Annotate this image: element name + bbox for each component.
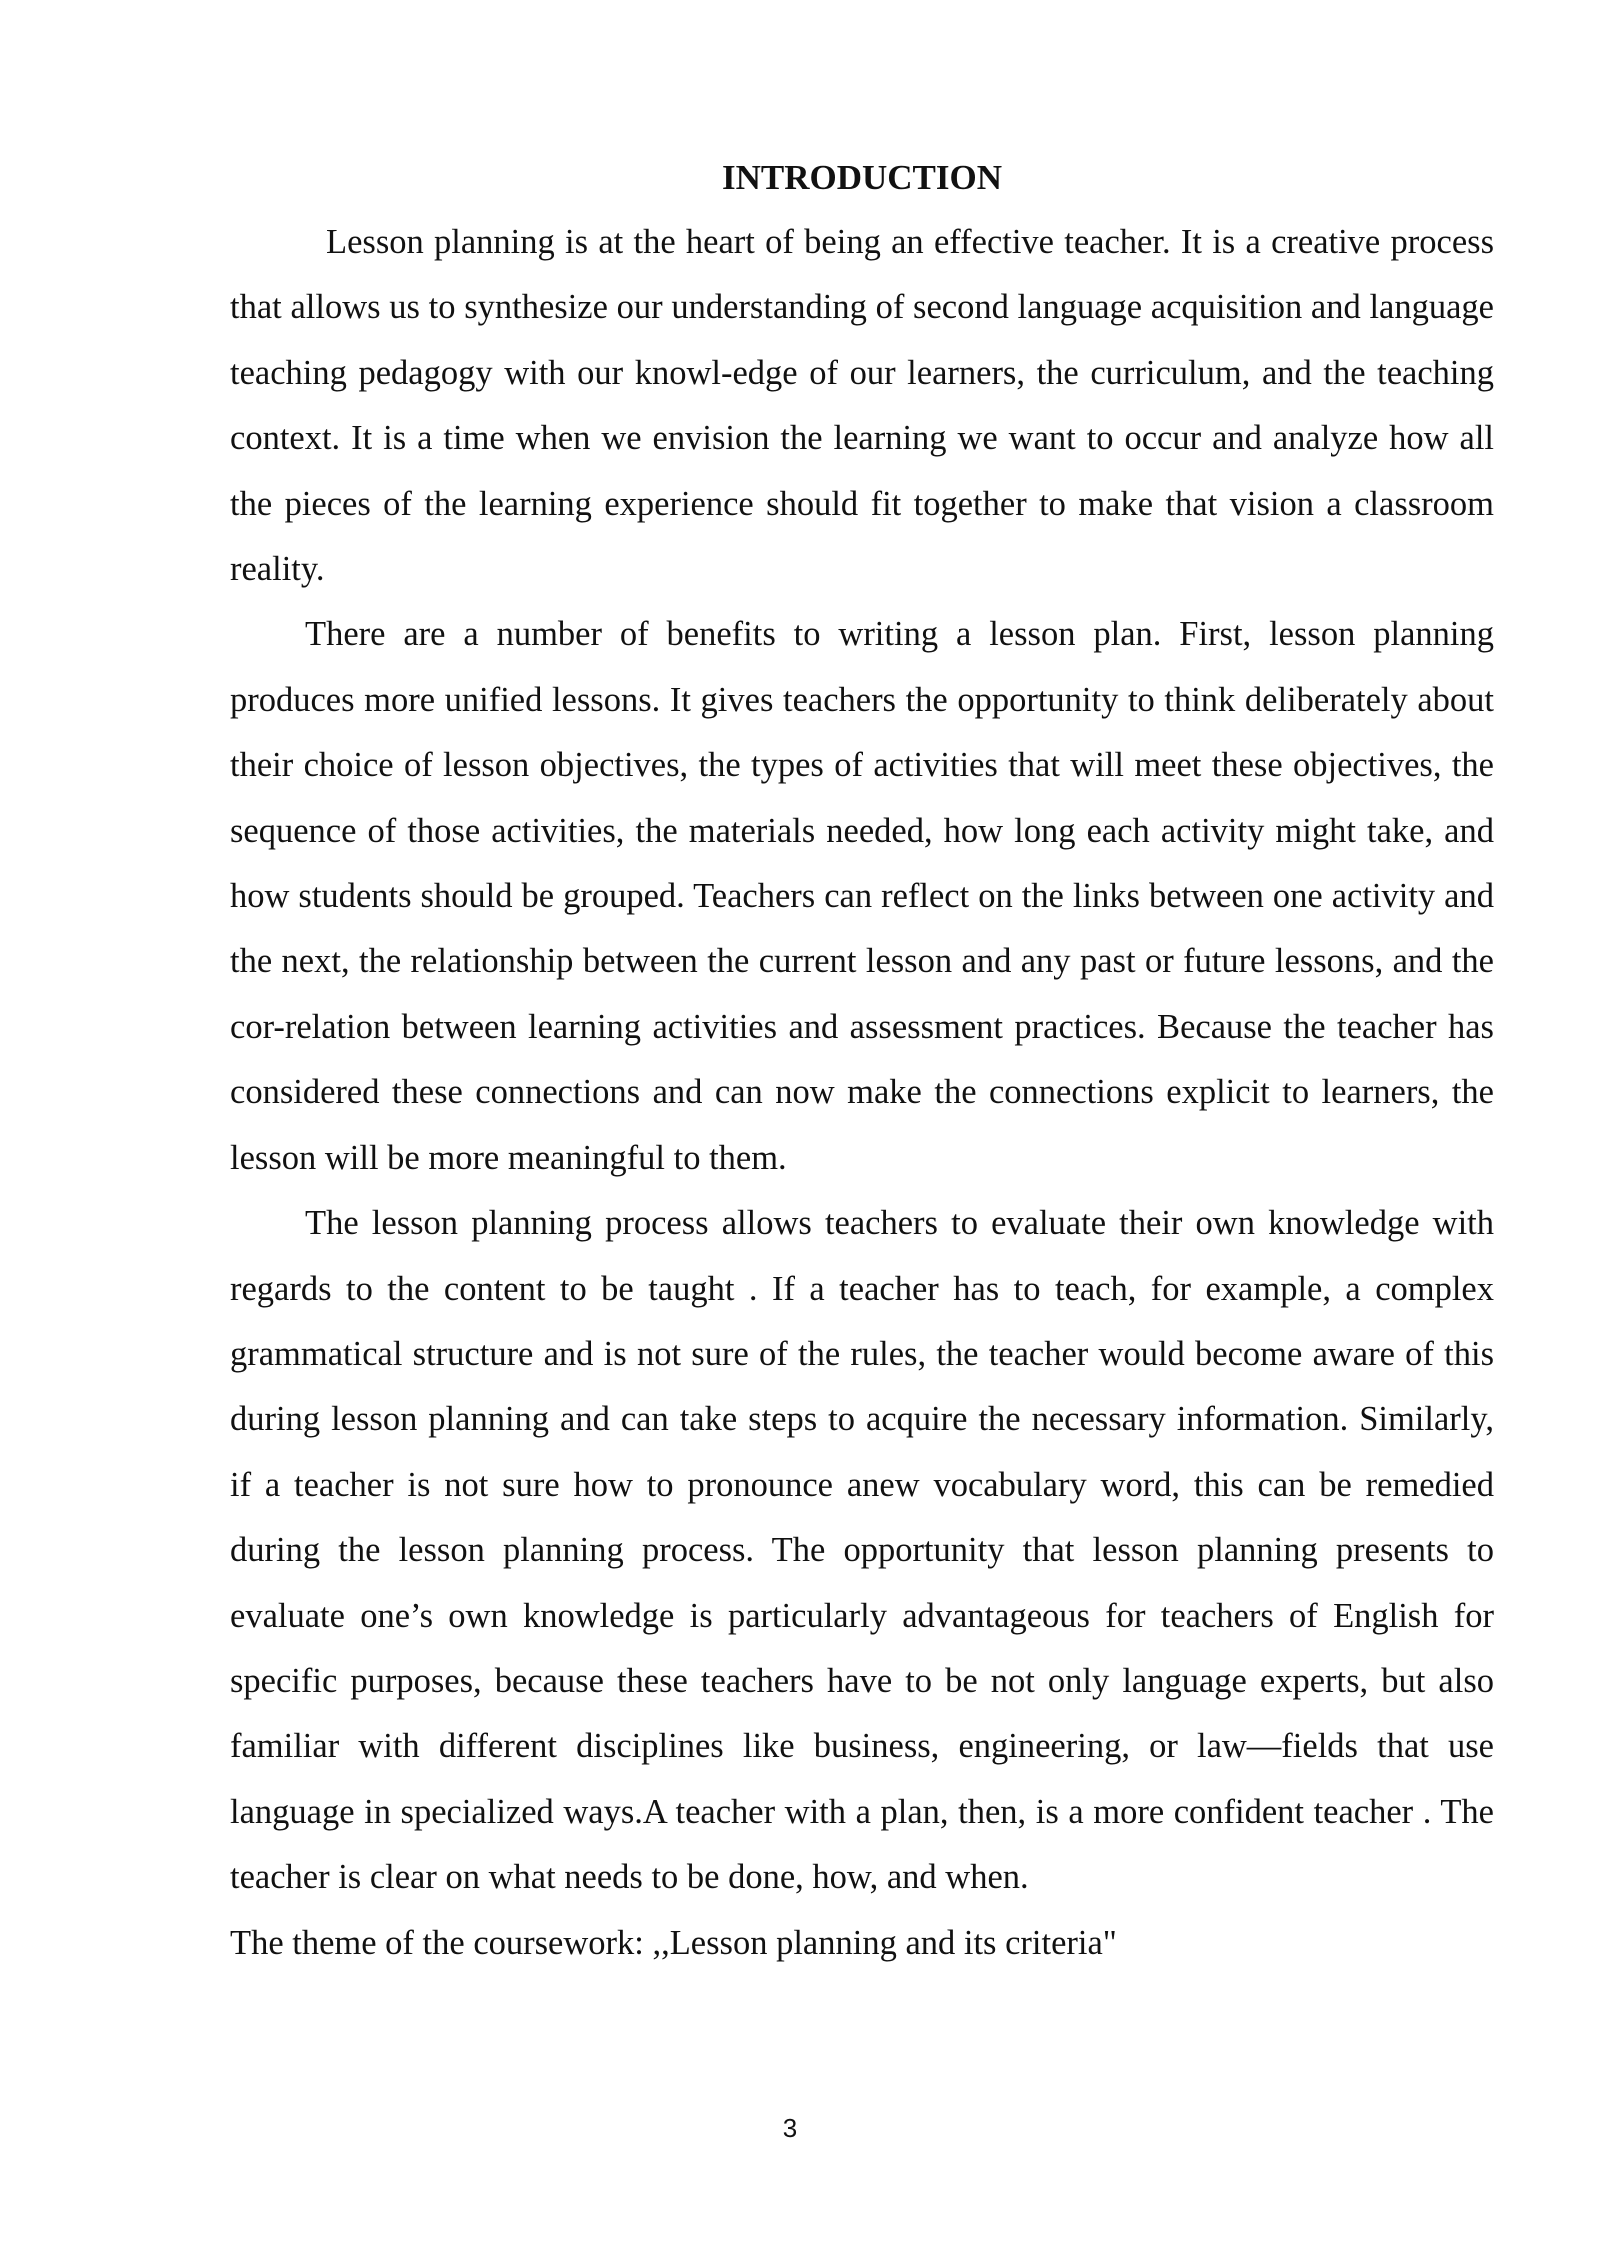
page-body [230,148,1494,1976]
paragraph-lesson-planning-intro: Lesson planning is at the heart of being an effective teacher. It is a creative process that allows us to synthesize our understanding of second language acquisition and language teaching pedagogy with our knowl-edge of our learners, the curriculum, and the teaching context. It is a time when we envision the learning we want to occur and analyze how all the pieces of the learning experience should fit together to make that vision a classroom reality. [230,223,1494,589]
paragraph-benefits: There are a number of benefits to writing a lesson plan. First, lesson planning produces more unified lessons. It gives teachers the opportunity to think deliberately about their choice of lesson objectives, the types of activities that will meet these objectives, the sequence of those activities, the materials needed, how long each activity might take, and how students should be grouped. Teachers can reflect on the links between one activity and the next, the relationship between the current lesson and any past or future lessons, and the cor-relation between learning activities and assessment practices. Because the teacher has considered these connections and can now make the connections explicit to learners, the lesson will be more meaningful to them. [230,615,1494,1177]
paragraph-coursework-theme: The theme of the coursework: ,,Lesson planning and its criteria" [230,1923,1117,1962]
paragraph-evaluate-knowledge: The lesson planning process allows teachers to evaluate their own knowledge with regards to the content to be taught . If a teacher has to teach, for example, a complex grammatical structure and is not sure of the rules, the teacher would become aware of this during lesson planning and can take steps to acquire the necessary information. Similarly, if a teacher is not sure how to pronounce anew vocabulary word, this can be remedied during the lesson planning process. The opportunity that lesson planning presents to evaluate one’s own knowledge is particularly advantageous for teachers of English for specific purposes, because these teachers have to be not only language experts, but also familiar with different disciplines like business, engineering, or law—fields that use language in specialized ways.A teacher with a plan, then, is a more confident teacher . The teacher is clear on what needs to be done, how, and when. [230,1204,1494,1897]
section-heading: INTRODUCTION [721,158,1003,197]
page-number: 3 [782,2113,798,2143]
